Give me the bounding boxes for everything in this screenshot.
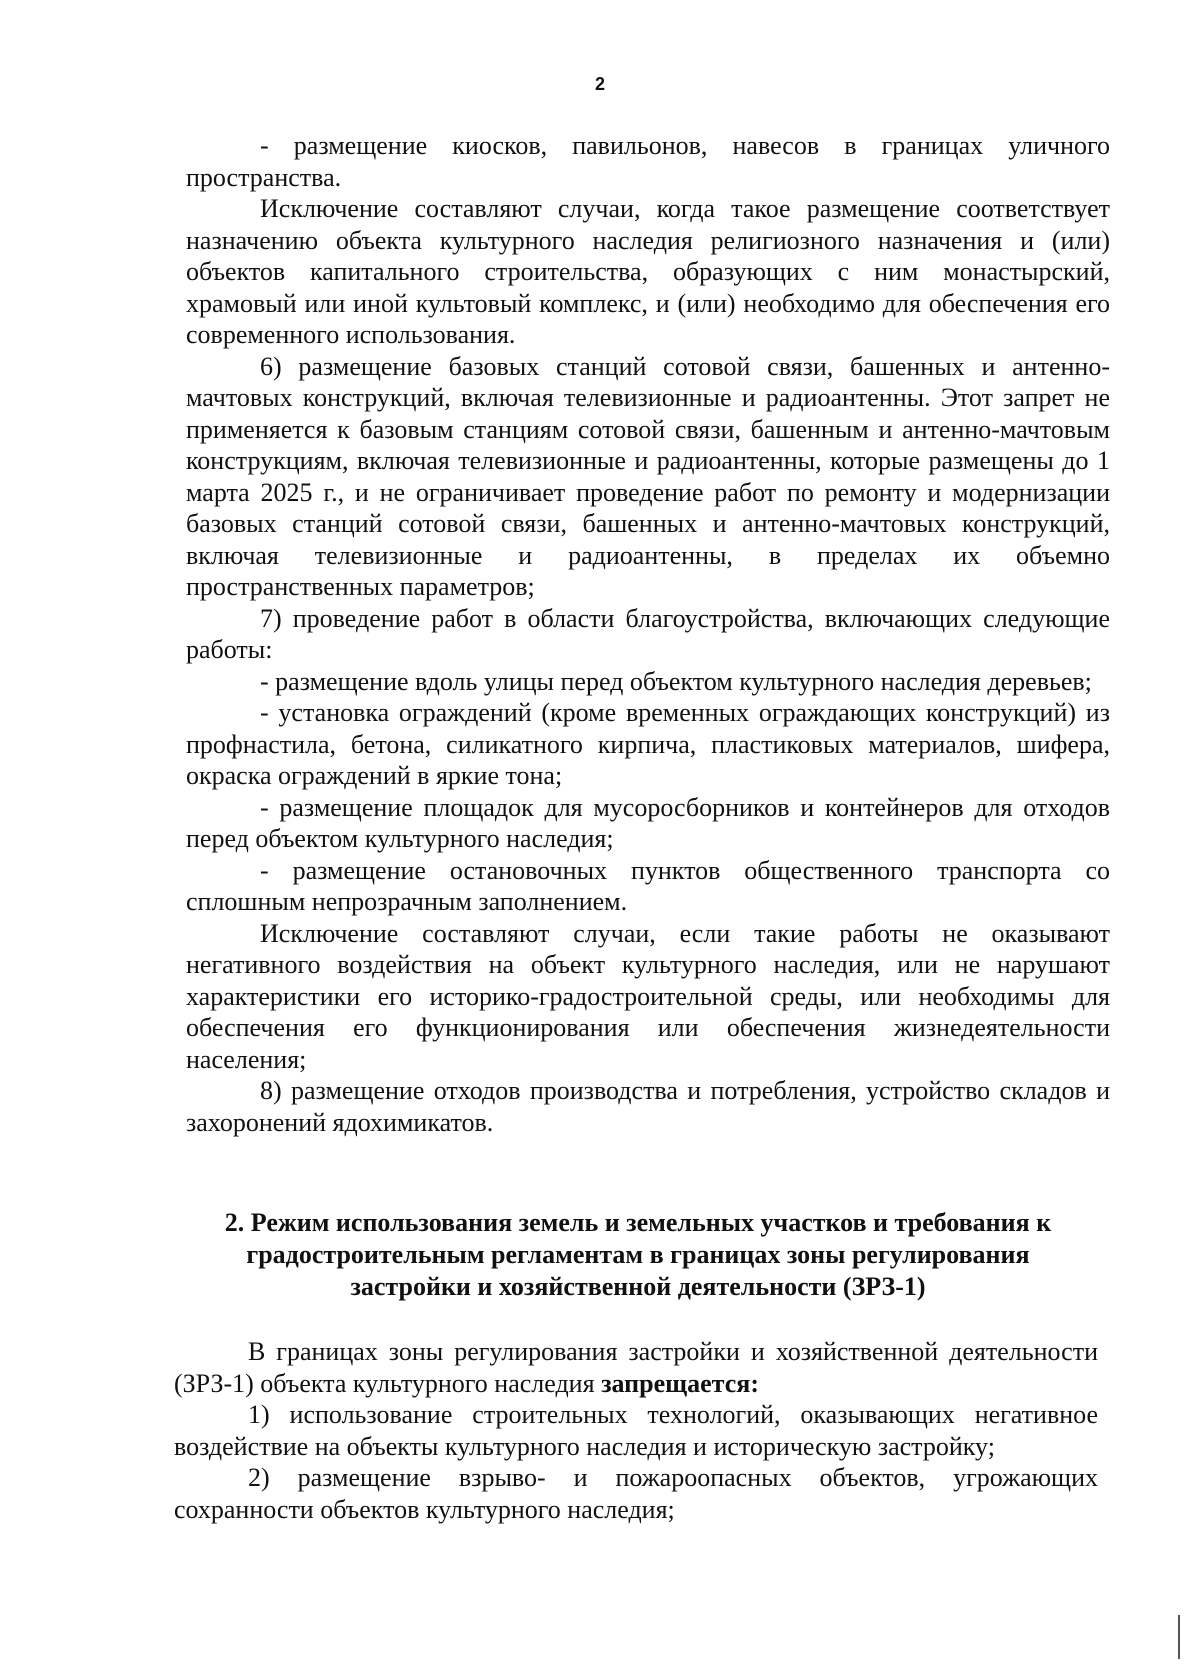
paragraph: - размещение площадок для мусоросборников и контейнеров для отходов перед объектом культурного наследия; <box>186 792 1110 853</box>
section-heading-line: застройки и хозяйственной деятельности (ЗРЗ-1) <box>350 1272 926 1301</box>
page-number: 2 <box>594 74 605 94</box>
section-intro-emphasis: запрещается: <box>601 1368 759 1398</box>
paragraph: Исключение составляют случаи, если такие работы не оказывают негативного воздействия на объект культурного наследия, или не нарушают характеристики его историко-градостроительной среды, или необходимы для обеспечения его функционирования или обеспечения жизнедеятельности населения; <box>186 918 1110 1074</box>
paragraph: Исключение составляют случаи, когда такое размещение соответствует назначению объекта культурного наследия религиозного назначения и (или) объектов капитального строительства, образующих с ним монастырский, храмовый или иной культовый комплекс, и (или) необходимо для обеспечения его современного использования. <box>186 194 1110 349</box>
section-heading-line: 2. Режим использования земель и земельных участков и требования к <box>224 1208 1052 1237</box>
paragraph: - установка ограждений (кроме временных ограждающих конструкций) из профнастила, бетона, силикатного кирпича, пластиковых материалов, шифера, окраска ограждений в яркие тона; <box>186 698 1110 790</box>
document-body-bottom <box>174 1336 1098 1525</box>
paragraph: - размещение киосков, павильонов, навесов в границах уличного пространства. <box>186 131 1110 192</box>
paragraph: 8) размещение отходов производства и потребления, устройство складов и захоронений ядохимикатов. <box>186 1076 1110 1137</box>
section-intro-text: В границах зоны регулирования застройки и хозяйственной деятельности (ЗРЗ-1) объекта культурного наследия <box>174 1337 1098 1398</box>
paragraph: 2) размещение взрыво- и пожароопасных объектов, угрожающих сохранности объектов культурного наследия; <box>174 1463 1098 1524</box>
document-body-top <box>186 130 1110 1138</box>
paragraph: 7) проведение работ в области благоустройства, включающих следующие работы: <box>186 603 1110 664</box>
section-heading-line: градостроительным регламентам в границах зоны регулирования <box>246 1240 1030 1269</box>
paragraph: 6) размещение базовых станций сотовой связи, башенных и антенно-мачтовых конструкций, включая телевизионные и радиоантенны. Этот запрет не применяется к базовым станциям сотовой связи, башенным и антенно-мачтовым конструкциям, включая телевизионные и радиоантенны, которые размещены до 1 марта 2025 г., и не ограничивает проведение работ по ремонту и модернизации базовых станций сотовой связи, башенных и антенно-мачтовых конструкций, включая телевизионные и радиоантенны, в пределах их объемно пространственных параметров; <box>186 351 1110 601</box>
paragraph: - размещение остановочных пунктов общественного транспорта со сплошным непрозрачным заполнением. <box>186 855 1110 916</box>
section-intro-paragraph <box>174 1336 1098 1399</box>
scan-edge-mark <box>1178 1615 1180 1659</box>
section-heading <box>176 1207 1100 1303</box>
paragraph: 1) использование строительных технологий, оказывающих негативное воздействие на объекты культурного наследия и историческую застройку; <box>174 1400 1098 1461</box>
paragraph: - размещение вдоль улицы перед объектом культурного наследия деревьев; <box>260 666 1092 696</box>
